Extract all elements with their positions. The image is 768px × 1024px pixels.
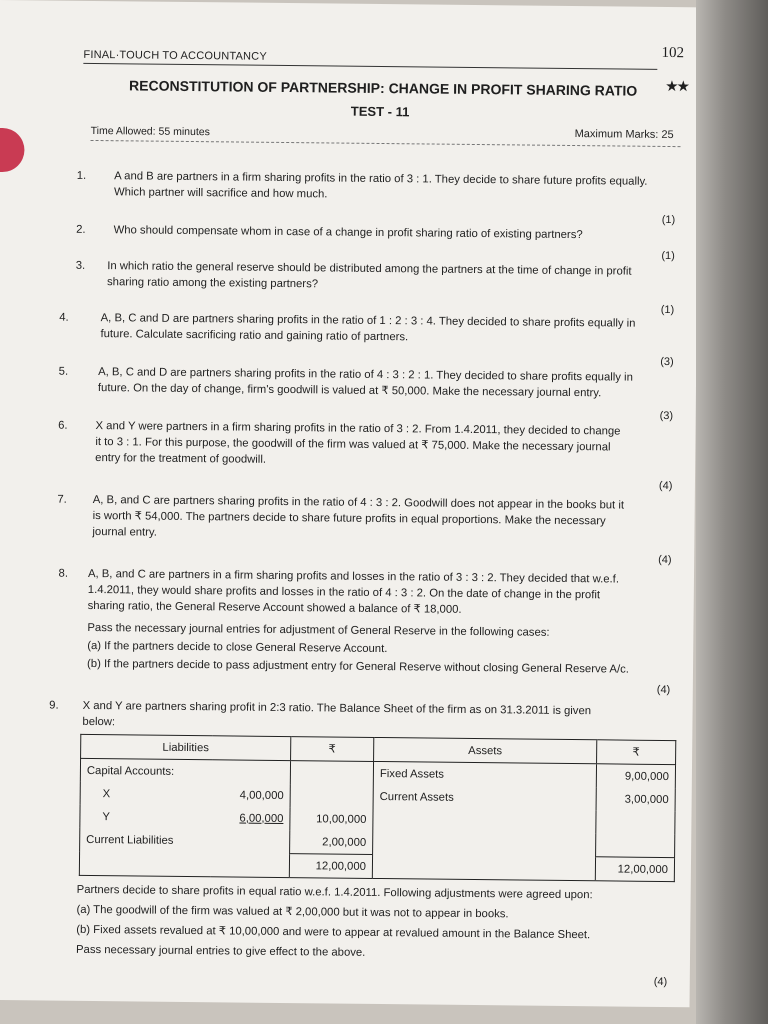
question-4 (0, 310, 697, 369)
question-5 (0, 364, 696, 423)
bs-total-assets: 12,00,000 (595, 857, 674, 882)
max-marks: Maximum Marks: 25 (574, 128, 674, 142)
bs-capital-label: Capital Accounts: (80, 758, 212, 783)
question-text: A, B, and C are partners sharing profits in the ratio of 4 : 3 : 2. Goodwill does not appear in the books but it (92, 493, 625, 512)
book-header: FINAL·TOUCH TO ACCOUNTANCY (83, 48, 267, 63)
question-text: X and Y were partners in a firm sharing profits in the ratio of 3 : 2. From 1.4.2011, they decided to change (95, 420, 621, 438)
header-rule (83, 63, 657, 70)
question-marks: (1) (661, 213, 676, 227)
question-number: 3. (75, 259, 86, 272)
question-marks: (4) (658, 479, 673, 493)
bs-partner-x-amt: 4,00,000 (239, 789, 284, 802)
question-text: it to 3 : 1. For this purpose, the goodwill of the firm was valued at ₹ 75,000. Make the necessary journal (95, 436, 611, 454)
bs-partner-y: Y (80, 805, 212, 829)
question-text: sharing ratio among the existing partners? (106, 276, 319, 291)
bs-head-rs: ₹ (291, 737, 374, 762)
difficulty-stars: ★★ (665, 77, 689, 96)
bs-partner-x: X (80, 782, 212, 806)
question-text: A and B are partners in a firm sharing profits in the ratio of 3 : 1. They decide to share future profits equally. (114, 170, 648, 188)
question-7 (0, 492, 695, 567)
question-3 (0, 258, 697, 317)
bs-fixed-assets-amt: 9,00,000 (596, 764, 675, 788)
chapter-title: RECONSTITUTION OF PARTNERSHIP: CHANGE IN PROFIT SHARING RATIO (129, 77, 638, 99)
question-text: A, B, C and D are partners sharing profits in the ratio of 1 : 2 : 3 : 4. They decided to share profits equally in (100, 312, 636, 330)
question-marks: (1) (661, 249, 675, 263)
thumb-shadow (0, 128, 25, 172)
question-1 (0, 168, 698, 227)
question-text: journal entry. (92, 525, 157, 539)
question-marks: (1) (660, 303, 675, 317)
question-text: Which partner will sacrifice and how much. (113, 186, 328, 201)
adjacent-page-edge (696, 0, 768, 1024)
question-2 (0, 222, 698, 263)
question-number: 4. (59, 311, 69, 324)
time-allowed: Time Allowed: 55 minutes (90, 124, 210, 139)
bs-total-liabilities: 12,00,000 (289, 854, 372, 879)
question-marks: (4) (658, 553, 672, 567)
bs-current-assets-amt: 3,00,000 (596, 787, 675, 811)
question-text: is worth ₹ 54,000. The partners decide to share future profits in equal proportions. Make the necessary (92, 509, 606, 528)
question-text: future. On the day of change, firm's goodwill is valued at ₹ 50,000. Make the necessary journal entry. (97, 382, 602, 400)
question-8: 8. A, B, and C are partners in a firm sharing profits and losses in the ratio of 3 : 3 : 2. They decided that w.e.f. 1.4.2011, they would share profits and losses in the ratio of 4 : 3 : 2. On the date of change in the profit sharing ratio, the General Reserve Account showed a balance of ₹ 18,000. Pass the necessary journal entries for adjustment of General Reserve in the following cases: (a) If the partners decide to close General Reserve Account. (b) If the partners decide to pass adjustment entry for General Reserve without closing General Reserve A/c. (4) (58, 567, 671, 697)
bs-head-assets: Assets (374, 737, 597, 763)
bs-head-liabilities: Liabilities (81, 734, 291, 760)
question-number: 5. (58, 365, 69, 378)
question-text: Who should compensate whom in case of a change in profit sharing ratio of existing partners? (113, 224, 583, 242)
bs-current-liabilities: Current Liabilities (80, 828, 212, 853)
question-number: 6. (58, 419, 68, 432)
question-text: future. Calculate sacrificing ratio and gaining ratio of partners. (100, 328, 409, 344)
bs-head-rs2: ₹ (597, 740, 676, 765)
question-number: 7. (57, 493, 67, 506)
page-number: 102 (661, 44, 685, 62)
question-text: entry for the treatment of goodwill. (95, 452, 267, 466)
question-text: A, B, C and D are partners sharing profits in the ratio of 4 : 3 : 2 : 1. They decided to share profits equally in (98, 366, 633, 384)
bs-current-assets: Current Assets (373, 785, 596, 810)
question-9: 9. X and Y are partners sharing profit in 2:3 ratio. The Balance Sheet of the firm as on 31.3.2011 is given below: (49, 699, 592, 729)
question-number: 2. (76, 223, 86, 236)
question-number: 1. (76, 169, 87, 182)
bs-capital-total: 10,00,000 (290, 807, 373, 831)
balance-sheet (79, 734, 676, 882)
title-rule (91, 140, 681, 147)
question-marks: (3) (660, 355, 674, 369)
question-9-continued: Partners decide to share profits in equal ratio w.e.f. 1.4.2011. Following adjustments were agreed upon: (a) The goodwill of the firm was valued at ₹ 2,00,000 but it was not to appear in books. (b) Fixed assets revalued at ₹ 10,00,000 and were to appear at revalued amount in the Balance Sheet. Pass necessary journal entries to give effect to the above. (4) (75, 883, 668, 989)
bs-current-liabilities-amt: 2,00,000 (290, 830, 373, 854)
bs-fixed-assets: Fixed Assets (373, 761, 596, 787)
test-title: TEST - 11 (350, 103, 410, 120)
question-marks: (3) (659, 409, 674, 423)
question-text: In which ratio the general reserve should be distributed among the partners at the time of change in profit (107, 260, 632, 278)
question-6 (0, 418, 696, 493)
bs-partner-y-amt: 6,00,000 (239, 812, 284, 825)
